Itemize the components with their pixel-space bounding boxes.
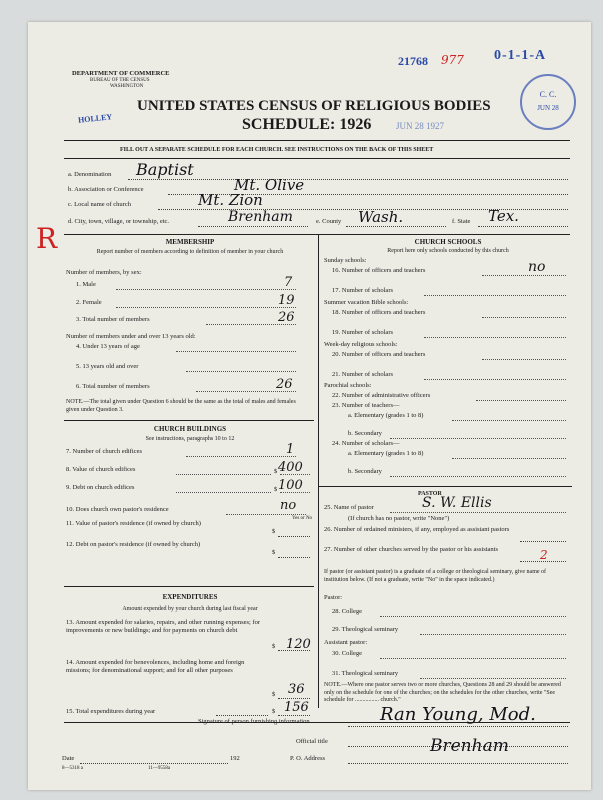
q5-row — [66, 363, 314, 373]
q24b-row — [324, 468, 572, 478]
q30-row — [324, 650, 572, 660]
q24b-label: b. Secondary — [348, 468, 382, 475]
q9-value: 100 — [278, 478, 303, 493]
received-date-stamp: JUN 28 1927 — [396, 121, 445, 131]
q26-label: 26. Number of ordained ministers, if any, employed as assistant pastors — [324, 526, 510, 533]
q6-label: 6. Total number of members — [76, 383, 150, 390]
q14-label: 14. Amount expended for benevolences, including home and foreign missions; for denominational support; and for all other purposes — [66, 659, 245, 674]
q28-row — [324, 608, 572, 618]
q5-label: 5. 13 years old and over — [76, 363, 139, 370]
q10-hint: Yes or No — [292, 516, 313, 521]
expenditures-intro: Amount expended by your church during last fiscal year — [122, 606, 258, 612]
rule — [64, 140, 570, 141]
fill-line — [216, 715, 268, 716]
q23-label: 23. Number of teachers— — [332, 402, 400, 409]
fill-line — [186, 456, 296, 457]
fill-line — [348, 726, 568, 727]
column-divider — [318, 234, 319, 708]
fill-line — [482, 317, 566, 318]
schools-intro: Report here only schools conducted by this church — [387, 248, 509, 254]
fill-line — [176, 474, 271, 475]
rule — [64, 158, 570, 159]
rule — [318, 486, 572, 487]
q23b-row — [324, 430, 572, 440]
po-address-value: Brenham — [430, 736, 509, 756]
q20-label: 20. Number of officers and teachers — [332, 351, 426, 358]
q21-label: 21. Number of scholars — [332, 371, 394, 378]
q12-label: 12. Debt on pastor's residence (if owned by church) — [66, 541, 201, 548]
fill-line — [128, 179, 568, 180]
q10-row — [66, 498, 314, 521]
fill-line — [452, 458, 566, 459]
schedule-title: SCHEDULE: 1926 — [242, 116, 372, 133]
fill-line — [348, 763, 568, 764]
q18-label: 18. Number of officers and teachers — [332, 309, 426, 316]
q11-label: 11. Value of pastor's residence (if owned by church) — [66, 520, 201, 527]
census-schedule-page — [28, 22, 591, 790]
church-name-value: Mt. Zion — [198, 191, 263, 209]
q24a-row — [324, 450, 572, 460]
q19-row — [324, 329, 572, 339]
fill-line — [424, 337, 566, 338]
fill-line — [380, 658, 566, 659]
q17-label: 17. Number of scholars — [332, 287, 394, 294]
fill-line — [226, 514, 306, 515]
fill-line — [482, 359, 566, 360]
q27-value: 2 — [540, 548, 548, 562]
rule — [64, 586, 314, 587]
college-intro: If pastor (or assistant pastor) is a graduate of a college or theological seminary, give name of institution below. (If not a graduate, write "No" in the space indicated.) — [324, 569, 547, 583]
county-value: Wash. — [358, 208, 404, 226]
q21-row — [324, 371, 572, 381]
q25-value: S. W. Ellis — [422, 495, 492, 511]
q3-value: 26 — [278, 310, 295, 325]
rule — [64, 420, 314, 421]
q8-row — [66, 460, 314, 476]
q23b-label: b. Secondary — [348, 430, 382, 437]
fill-line — [116, 289, 296, 290]
q29-row — [324, 626, 572, 636]
q13-label: 13. Amount expended for salaries, repairs, and other running expenses; for improvements or new buildings; and for payments on church debt — [66, 619, 261, 634]
fill-line — [424, 379, 566, 380]
currency-sign: $ — [274, 468, 278, 475]
fill-line — [80, 763, 228, 764]
q8-value: 400 — [278, 460, 303, 475]
fill-line — [482, 275, 566, 276]
q25-label: 25. Name of pastor — [324, 504, 374, 511]
q22-row — [324, 392, 572, 402]
q16-value: no — [528, 259, 546, 275]
q1-label: 1. Male — [76, 281, 96, 288]
q4-row — [66, 343, 314, 353]
denomination-label: a. Denomination — [68, 171, 112, 178]
fill-line — [380, 616, 566, 617]
fill-line — [278, 698, 310, 699]
separate-schedule-instruction: FILL OUT A SEPARATE SCHEDULE FOR EACH CHURCH. SEE INSTRUCTIONS ON THE BACK OF THIS SHEET — [120, 147, 434, 153]
parochial-schools-label: Parochial schools: — [324, 382, 372, 389]
q4-label: 4. Under 13 years of age — [76, 343, 140, 350]
weekday-schools-label: Week-day religious schools: — [324, 341, 398, 348]
q24a-label: a. Elementary (grades 1 to 8) — [348, 450, 424, 457]
fill-line — [520, 541, 566, 542]
q1-value: 7 — [284, 275, 293, 290]
q24-label: 24. Number of scholars— — [332, 440, 400, 447]
q3-label: 3. Total number of members — [76, 316, 150, 323]
association-label: b. Association or Conference — [68, 186, 144, 193]
buildings-heading: CHURCH BUILDINGS — [153, 425, 227, 433]
seal-line-2: JUN 28 — [537, 104, 559, 112]
fill-line — [278, 557, 310, 558]
q7-label: 7. Number of church edifices — [66, 448, 142, 455]
q22-label: 22. Number of administrative officers — [332, 392, 431, 399]
file-number-stamp: 21768 — [398, 54, 428, 68]
fill-line — [476, 400, 566, 401]
currency-sign: $ — [274, 486, 278, 493]
q2-row — [66, 293, 314, 309]
q2-label: 2. Female — [76, 299, 102, 306]
pastor-note: NOTE.—Where one pastor serves two or more churches, Questions 28 and 29 should be answered only on the schedule for one of the churches; on the schedules for the other churches, write "See schedule for ................ church." — [324, 682, 561, 703]
sunday-schools-label: Sunday schools: — [324, 257, 367, 264]
date-year: 192 — [230, 755, 240, 762]
q10-value: no — [280, 498, 297, 513]
q18-row — [324, 309, 572, 319]
q31-row — [324, 670, 572, 680]
fill-line — [390, 476, 566, 477]
handwritten-977: 977 — [441, 53, 464, 67]
q25-hint: (If church has no pastor, write "None") — [348, 515, 450, 522]
rule — [64, 234, 570, 235]
form-code: 11—9558a — [148, 766, 171, 771]
state-label: f. State — [452, 218, 471, 225]
official-title-label: Official title — [296, 738, 328, 745]
fill-line — [198, 226, 308, 227]
currency-sign: $ — [272, 691, 276, 698]
q23a-label: a. Elementary (grades 1 to 8) — [348, 412, 424, 419]
seal-stamp — [520, 74, 576, 130]
q15-value: 156 — [284, 700, 309, 715]
q1-row — [66, 275, 314, 291]
form-title: UNITED STATES CENSUS OF RELIGIOUS BODIES — [137, 98, 491, 114]
signature-label: Signature of person furnishing information — [198, 718, 310, 725]
fill-line — [278, 715, 310, 716]
expenditures-heading: EXPENDITURES — [162, 593, 218, 601]
city-value: Brenham — [228, 209, 293, 225]
q9-row — [66, 478, 314, 494]
fill-line — [390, 438, 566, 439]
bureau-city: WASHINGTON — [110, 84, 144, 89]
currency-sign: $ — [272, 643, 276, 650]
q10-label: 10. Does church own pastor's residence — [66, 506, 169, 513]
pastor-subheading: Pastor: — [324, 594, 343, 601]
denomination-value: Baptist — [136, 160, 194, 179]
currency-sign: $ — [272, 708, 276, 715]
code-stamp: 0-1-1-A — [494, 48, 547, 63]
q7-value: 1 — [286, 442, 295, 457]
membership-intro: Report number of members according to definition of member in your church — [96, 249, 284, 255]
q6-value: 26 — [276, 377, 293, 392]
q9-label: 9. Debt on church edifices — [66, 484, 135, 491]
q19-label: 19. Number of scholars — [332, 329, 394, 336]
q7-row — [66, 442, 314, 458]
left-column — [66, 236, 314, 706]
q15-label: 15. Total expenditures during year — [66, 708, 156, 715]
membership-note: NOTE.—The total given under Question 6 should be the same as the total of males and females given under Question 3. — [66, 399, 296, 413]
fill-line — [452, 420, 566, 421]
q30-label: 30. College — [332, 650, 362, 657]
buildings-intro: See instructions, paragraphs 10 to 12 — [145, 436, 235, 442]
fill-line — [424, 295, 566, 296]
age-intro: Number of members under and over 13 years old: — [66, 333, 196, 340]
q17-row — [324, 287, 572, 297]
signature-value: Ran Young, Mod. — [380, 704, 536, 725]
q23a-row — [324, 412, 572, 422]
fill-line — [420, 678, 566, 679]
red-r-mark: R — [36, 222, 58, 255]
q25-row — [324, 495, 572, 514]
fill-line — [478, 226, 568, 227]
bureau-name: BUREAU OF THE CENSUS — [90, 78, 150, 83]
right-column — [324, 236, 572, 706]
fill-line — [176, 492, 271, 493]
department-name: DEPARTMENT OF COMMERCE — [72, 70, 170, 77]
pastor-heading: PASTOR — [418, 491, 442, 497]
fill-line — [176, 351, 296, 352]
county-label: e. County — [316, 218, 342, 225]
date-label: Date — [62, 755, 75, 762]
schools-heading: CHURCH SCHOOLS — [414, 238, 482, 246]
assistant-subheading: Assistant pastor: — [324, 639, 368, 646]
currency-sign: $ — [272, 549, 276, 556]
q27-label: 27. Number of other churches served by the pastor or his assistants — [324, 546, 499, 553]
fill-line — [420, 634, 566, 635]
q13-value: 120 — [286, 637, 311, 652]
city-label: d. City, town, village, or township, etc. — [68, 218, 170, 225]
holley-stamp: HOLLEY — [77, 112, 113, 125]
q31-label: 31. Theological seminary — [332, 670, 399, 677]
q6-row — [66, 377, 314, 393]
by-sex-label: Number of members, by sex: — [66, 269, 142, 276]
fill-line — [390, 512, 566, 513]
po-address-label: P. O. Address — [290, 755, 326, 762]
fill-line — [186, 371, 296, 372]
q20-row — [324, 351, 572, 361]
church-name-label: c. Local name of church — [68, 201, 131, 208]
q8-label: 8. Value of church edifices — [66, 466, 136, 473]
seal-line-1: C. C. — [539, 90, 557, 99]
membership-heading: MEMBERSHIP — [165, 238, 215, 246]
q2-value: 19 — [278, 293, 295, 308]
q14-value: 36 — [288, 682, 305, 697]
currency-sign: $ — [272, 528, 276, 535]
q28-label: 28. College — [332, 608, 362, 615]
state-value: Tex. — [488, 207, 519, 225]
form-number: 8—5318 a — [62, 766, 83, 771]
q3-row — [66, 310, 314, 326]
association-value: Mt. Olive — [234, 176, 305, 194]
q29-label: 29. Theological seminary — [332, 626, 399, 633]
q16-label: 16. Number of officers and teachers — [332, 267, 426, 274]
vacation-schools-label: Summer vacation Bible schools: — [324, 299, 409, 306]
fill-line — [346, 226, 446, 227]
fill-line — [278, 536, 310, 537]
fill-line — [116, 307, 296, 308]
